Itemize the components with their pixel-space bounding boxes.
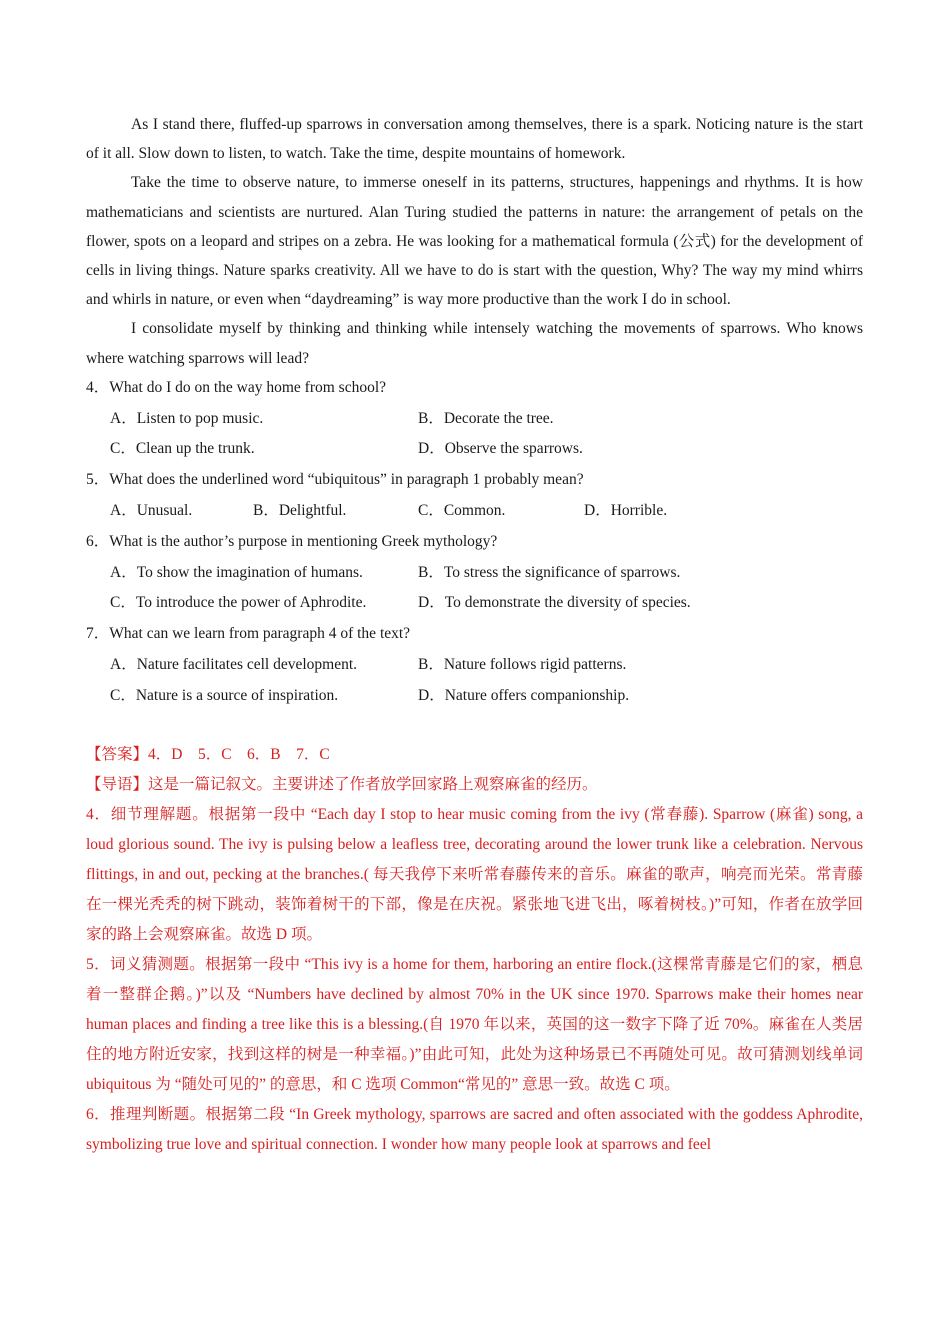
- question-options: [86, 404, 863, 466]
- question-6: [86, 527, 863, 619]
- option-c: C．Nature is a source of inspiration.: [110, 686, 339, 704]
- answer-section: [86, 740, 863, 1160]
- option-b: B．Decorate the tree.: [418, 409, 554, 427]
- passage-paragraph-1: As I stand there, fluffed-up sparrows in conversation among themselves, there is a spark. Noticing nature is the start of it all. Slow down to listen, to watch. Take the time, despite mountains of homework.: [86, 116, 863, 163]
- answer-key: 【答案】4．D 5．C 6．B 7．C: [86, 745, 330, 763]
- option-d: D．Observe the sparrows.: [418, 440, 583, 458]
- question-stem: 7．What can we learn from paragraph 4 of the text?: [86, 625, 411, 643]
- option-a: A．Listen to pop music.: [110, 409, 264, 427]
- option-a: A．Unusual.: [110, 502, 193, 520]
- explanation-6: 6．推理判断题。根据第二段 “In Greek mythology, sparrows are sacred and often associated with the goddess Aphrodite, symbolizing true love and spiritual connection. I wonder how many people look at sparrows and feel: [86, 1105, 863, 1153]
- question-7: [86, 619, 863, 711]
- option-d: D．Nature offers companionship.: [418, 686, 630, 704]
- option-c: C．Common.: [418, 502, 506, 520]
- question-options: [86, 650, 863, 712]
- option-c: C．Clean up the trunk.: [110, 440, 255, 458]
- question-stem: 6．What is the author’s purpose in mentioning Greek mythology?: [86, 532, 498, 550]
- option-a: A．To show the imagination of humans.: [110, 563, 363, 581]
- option-b: B．To stress the significance of sparrows.: [418, 563, 681, 581]
- option-b: B．Nature follows rigid patterns.: [418, 656, 627, 673]
- explanation-5: 5．词义猜测题。根据第一段中 “This ivy is a home for them, harboring an entire flock.(这棵常青藤是它们的家，栖息着一整群企鹅。)”以及 “Numbers have declined by almost 70% in the UK since 1970. Sparrows make their homes near human places and finding a tree like this is a blessing.(自 1970 年以来，英国的这一数字下降了近 70%。麻雀在人类居住的地方附近安家，找到这样的树是一种幸福。)”由此可知，此处为这种场景已不再随处可见。故可猜测划线单词 ubiquitous 为 “随处可见的” 的意思，和 C 选项 Common“常见的” 意思一致。故选 C 项。: [86, 955, 863, 1093]
- question-stem: 5．What does the underlined word “ubiquitous” in paragraph 1 probably mean?: [86, 471, 584, 489]
- question-4: [86, 373, 863, 465]
- option-d: D．Horrible.: [584, 502, 668, 520]
- passage-paragraph-2: Take the time to observe nature, to immerse oneself in its patterns, structures, happenings and rhythms. It is how mathematicians and scientists are nurtured. Alan Turing studied the patterns in nature: the arrangement of petals on the flower, spots on a leopard and stripes on a zebra. He was looking for a mathematical formula (公式) for the development of cells in living things. Nature sparks creativity. All we have to do is start with the question, Why? The way my mind whirrs and whirls in nature, or even when “daydreaming” is way more productive than the work I do in school.: [86, 174, 863, 309]
- option-a: A．Nature facilitates cell development.: [110, 656, 358, 673]
- document-content: [86, 110, 863, 1160]
- option-c: C．To introduce the power of Aphrodite.: [110, 594, 367, 612]
- option-d: D．To demonstrate the diversity of species.: [418, 594, 691, 612]
- explanation-4: 4．细节理解题。根据第一段中 “Each day I stop to hear music coming from the ivy (常春藤). Sparrow (麻雀) song, a loud glorious sound. The ivy is pulsing below a leafless tree, decorating around the lower trunk like a celebration. Nervous flittings, in and out, pecking at the branches.( 每天我停下来听常春藤传来的音乐。麻雀的歌声，响亮而光荣。常青藤在一棵光秃秃的树下跳动，装饰着树干的下部，像是在庆祝。紧张地飞进飞出，啄着树枝。)”可知，作者在放学回家的路上会观察麻雀。故选 D 项。: [86, 805, 863, 943]
- answer-guide: 【导语】这是一篇记叙文。主要讲述了作者放学回家路上观察麻雀的经历。: [86, 775, 598, 793]
- option-b: B．Delightful.: [253, 502, 347, 520]
- question-stem: 4．What do I do on the way home from school?: [86, 378, 387, 396]
- question-5: [86, 465, 863, 527]
- question-options: [86, 558, 863, 620]
- passage-paragraph-3: I consolidate myself by thinking and thinking while intensely watching the movements of sparrows. Who knows where watching sparrows will lead?: [86, 320, 863, 367]
- question-options: [86, 496, 863, 527]
